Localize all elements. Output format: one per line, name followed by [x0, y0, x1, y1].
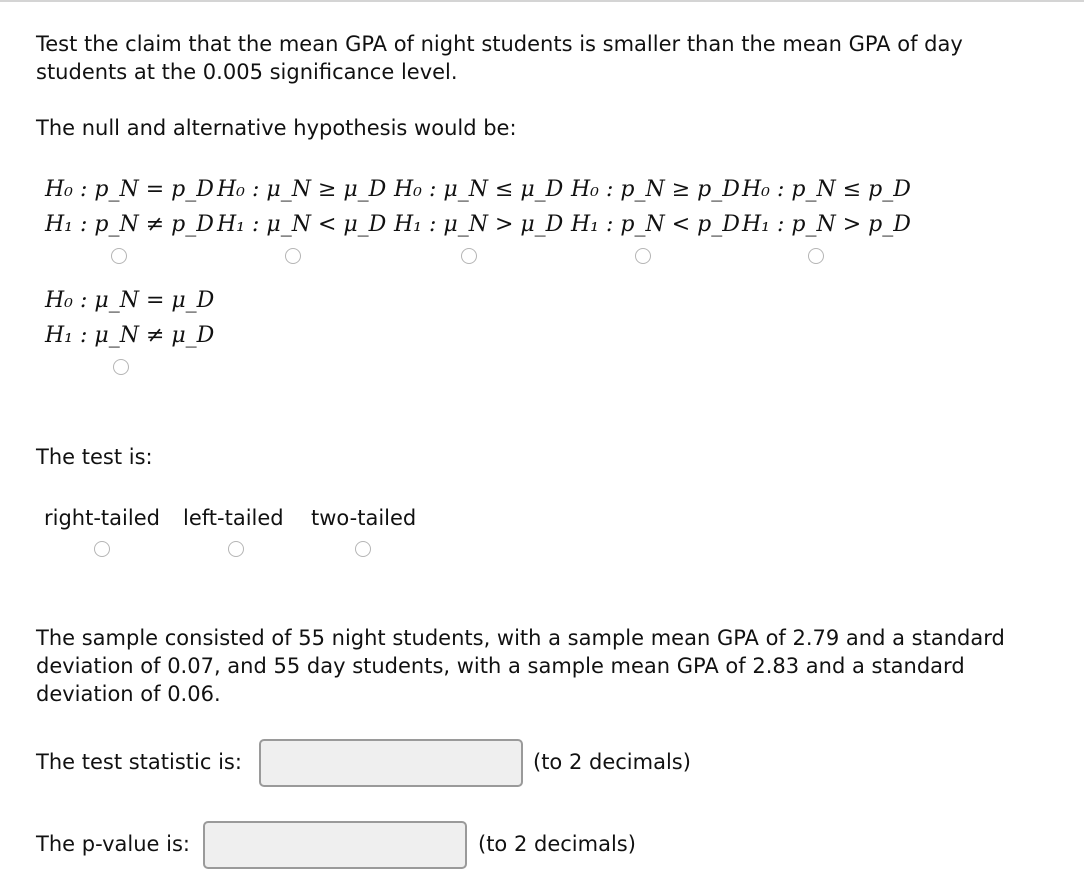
question-line-1: Test the claim that the mean GPA of night students is smaller than the mean GPA of day — [36, 32, 963, 56]
p-value-label: The p-value is: — [36, 832, 190, 856]
hypothesis-radio-2[interactable] — [285, 248, 301, 264]
hypothesis-radio-5[interactable] — [808, 248, 824, 264]
p-value-hint: (to 2 decimals) — [478, 832, 636, 856]
test-statistic-input[interactable] — [259, 739, 523, 787]
tail-label-right: right-tailed — [44, 506, 160, 530]
sample-line-2: deviation of 0.07, and 55 day students, with a sample mean GPA of 2.83 and a standard — [36, 654, 965, 678]
option-6-h1: H₁ : μ_N ≠ μ_D — [45, 323, 215, 348]
option-4-h1: H₁ : p_N < p_D — [571, 212, 740, 237]
option-1-h1: H₁ : p_N ≠ p_D — [45, 212, 214, 237]
tail-label-two: two-tailed — [311, 506, 417, 530]
p-value-input[interactable] — [203, 821, 467, 869]
question-line-2: students at the 0.005 significance level. — [36, 60, 458, 84]
option-4-h0: H₀ : p_N ≥ p_D — [571, 177, 740, 202]
option-2-h0: H₀ : μ_N ≥ μ_D — [217, 177, 387, 202]
hypothesis-radio-1[interactable] — [111, 248, 127, 264]
tail-label-left: left-tailed — [183, 506, 284, 530]
test-prompt: The test is: — [36, 445, 153, 469]
sample-line-3: deviation of 0.06. — [36, 682, 221, 706]
sample-line-1: The sample consisted of 55 night students, with a sample mean GPA of 2.79 and a standard — [36, 626, 1005, 650]
test-statistic-label: The test statistic is: — [36, 750, 242, 774]
test-statistic-hint: (to 2 decimals) — [533, 750, 691, 774]
hypothesis-radio-6[interactable] — [113, 359, 129, 375]
tail-radio-left[interactable] — [228, 541, 244, 557]
hypothesis-radio-3[interactable] — [461, 248, 477, 264]
option-6-h0: H₀ : μ_N = μ_D — [45, 288, 215, 313]
tail-radio-right[interactable] — [94, 541, 110, 557]
option-5-h1: H₁ : p_N > p_D — [742, 212, 911, 237]
hypothesis-prompt: The null and alternative hypothesis would be: — [36, 116, 517, 140]
option-1-h0: H₀ : p_N = p_D — [45, 177, 214, 202]
option-3-h0: H₀ : μ_N ≤ μ_D — [394, 177, 564, 202]
top-divider — [0, 0, 1084, 2]
option-5-h0: H₀ : p_N ≤ p_D — [742, 177, 911, 202]
option-2-h1: H₁ : μ_N < μ_D — [217, 212, 387, 237]
hypothesis-radio-4[interactable] — [635, 248, 651, 264]
tail-radio-two[interactable] — [355, 541, 371, 557]
option-3-h1: H₁ : μ_N > μ_D — [394, 212, 564, 237]
